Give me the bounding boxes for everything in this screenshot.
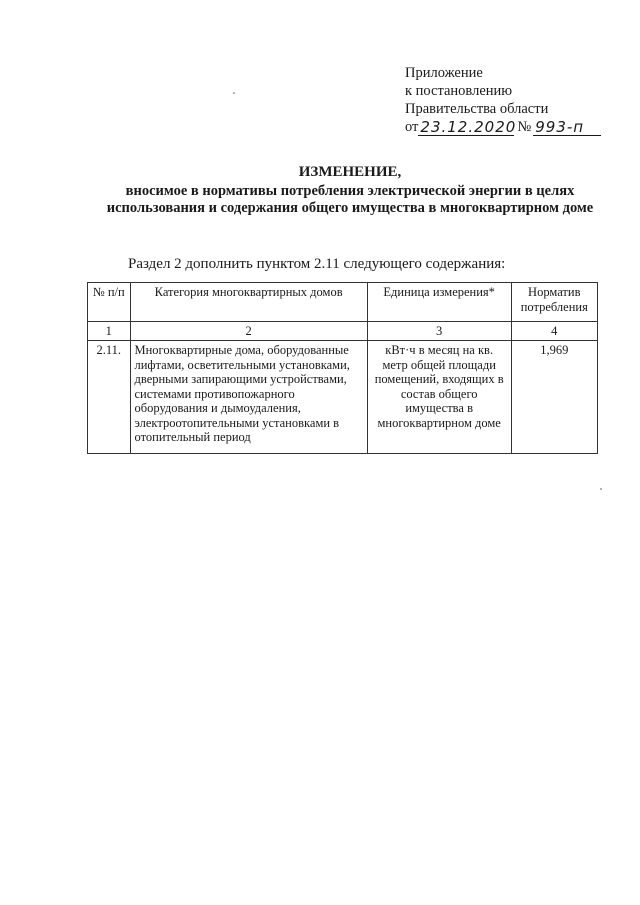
header-number: № п/п <box>88 283 131 322</box>
norms-table <box>87 282 598 454</box>
column-number-3: 3 <box>367 322 511 341</box>
cell-norm: 1,969 <box>511 341 597 454</box>
appendix-block <box>405 64 601 136</box>
cell-unit: кВт·ч в месяц на кв. метр общей площади помещений, входящих в состав общего имущества в многоквартирном доме <box>367 341 511 454</box>
handwritten-number: 993-п <box>533 119 601 136</box>
scan-speck <box>600 488 602 490</box>
table-column-numbers-row <box>88 322 598 341</box>
column-number-1: 1 <box>88 322 131 341</box>
header-unit: Единица измерения* <box>367 283 511 322</box>
title-subtitle: вносимое в нормативы потребления электрической энергии в целях использования и содержания общего имущества в многоквартирном доме <box>106 183 594 216</box>
appendix-line-2: к постановлению <box>405 83 513 99</box>
appendix-line-1: Приложение <box>405 65 483 81</box>
header-norm: Норматив потребления <box>511 283 597 322</box>
document-title <box>90 164 610 217</box>
appendix-date-line <box>405 118 601 136</box>
scan-speck <box>233 92 235 94</box>
cell-number: 2.11. <box>88 341 131 454</box>
header-category: Категория многоквартирных домов <box>130 283 367 322</box>
intro-paragraph: Раздел 2 дополнить пунктом 2.11 следующего содержания: <box>128 256 506 272</box>
handwritten-date: 23.12.2020 <box>420 118 517 136</box>
cell-category: Многоквартирные дома, оборудованные лифтами, осветительными установками, дверными запирающими устройствами, системами противопожарного оборудования и дымоудаления, электроотопительными установками в отопительный период <box>130 341 367 454</box>
table-header-row <box>88 283 598 322</box>
number-sign: № <box>517 119 532 135</box>
appendix-line-3: Правительства области <box>405 101 549 117</box>
table-row <box>88 341 598 454</box>
column-number-4: 4 <box>511 322 597 341</box>
title-main: ИЗМЕНЕНИЕ, <box>298 164 402 180</box>
date-prefix: от <box>405 119 419 135</box>
column-number-2: 2 <box>130 322 367 341</box>
